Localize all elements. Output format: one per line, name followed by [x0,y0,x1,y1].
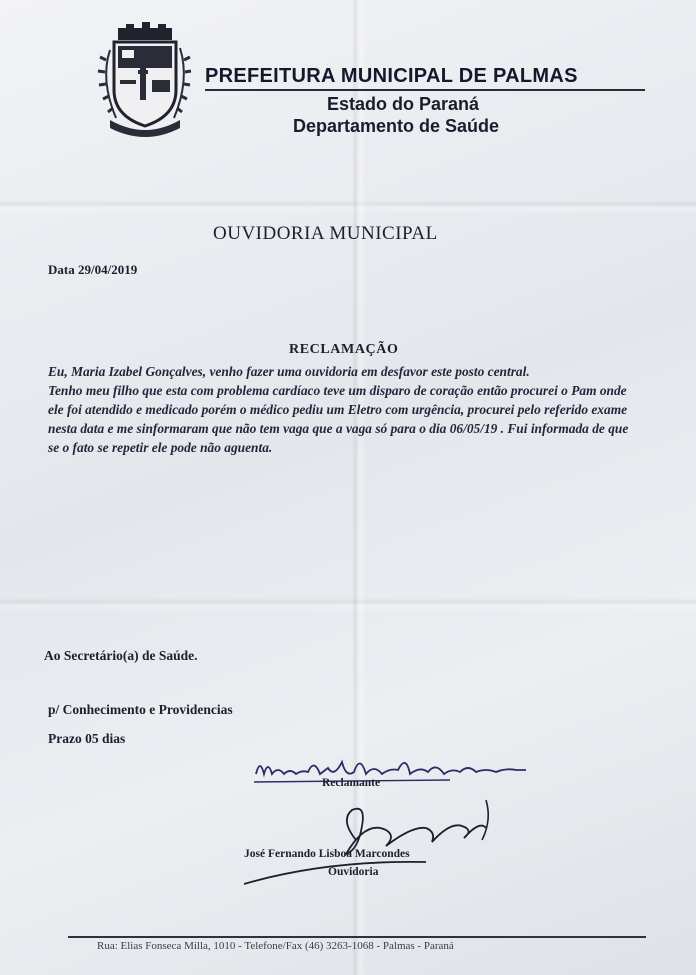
complaint-body [48,362,638,457]
coat-of-arms-icon [96,20,192,138]
letterhead [205,64,665,137]
deadline: Prazo 05 dias [48,731,126,746]
addressee: Ao Secretário(a) de Saúde. [44,648,198,663]
subject-heading: RECLAMAÇÃO [289,342,399,357]
section-title: OUVIDORIA MUNICIPAL [213,223,438,244]
footer-divider [68,936,646,938]
official-name: José Fernando Lisboa Marcondes [244,848,410,860]
complaint-paragraph-2: Tenho meu filho que esta com problema cardíaco teve um disparo de coração então procurei o Pam onde ele foi atendido e medicado porém o médico pediu um Eletro com urgência, procurei pelo referido exame nesta data e me sinformaram que não tem vaga que a vaga só para o dia 06/05/19 . Fui informada de que se o fato se repetir ele pode não aguenta. [48,383,629,455]
city-hall-title: PREFEITURA MUNICIPAL DE PALMAS [205,65,578,87]
state-name: Estado do Paraná [327,94,480,114]
document-date: Data 29/04/2019 [48,262,138,277]
department-name: Departamento de Saúde [293,116,500,136]
official-role: Ouvidoria [328,866,379,878]
action-request: p/ Conhecimento e Providencias [48,702,233,717]
title-underline [205,89,645,91]
complainant-role: Reclamante [322,777,381,789]
complaint-paragraph-1: Eu, Maria Izabel Gonçalves, venho fazer uma ouvidoria em desfavor este posto central. [48,364,530,379]
footer-address: Rua: Elias Fonseca Milla, 1010 - Telefone/Fax (46) 3263-1068 - Palmas - Paraná [97,940,454,952]
